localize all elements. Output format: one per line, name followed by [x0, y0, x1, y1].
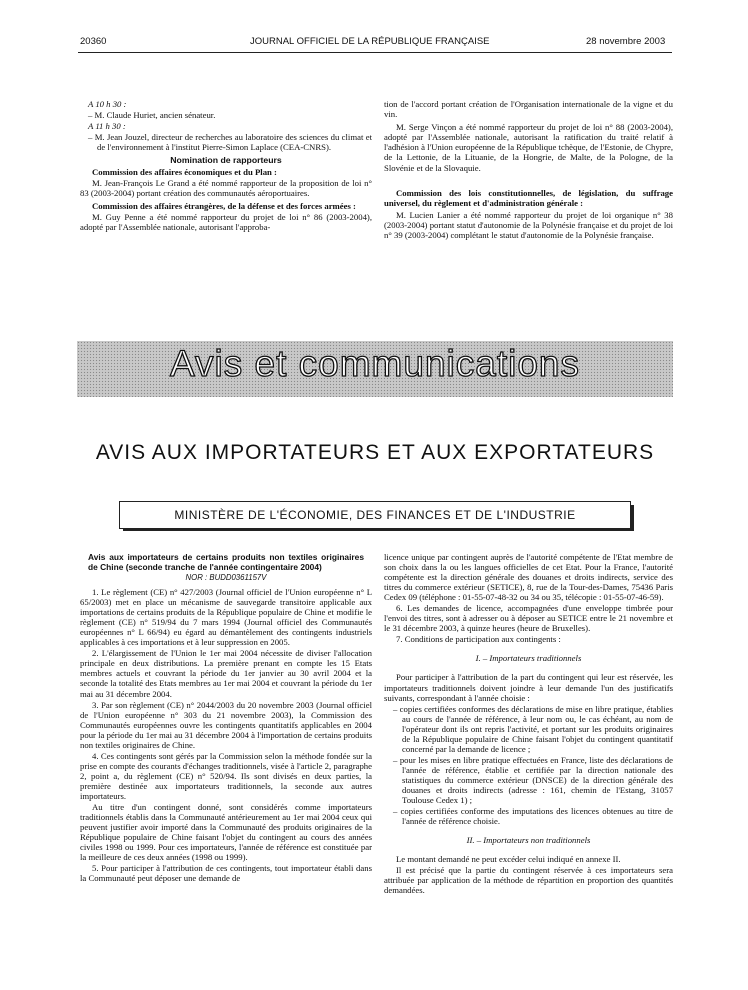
- ministry-box: [119, 501, 631, 529]
- paragraph: 7. Conditions de participation aux contingents :: [396, 634, 561, 645]
- nor-reference: NOR : BUDD0361157V: [185, 573, 267, 582]
- paragraph: M. Guy Penne a été nommé rapporteur du projet de loi n° 86 (2003-2004), adopté par l'Assemblée nationale, autorisant l'approba-: [80, 211, 372, 233]
- subheading: II. – Importateurs non traditionnels: [466, 835, 591, 846]
- subheading: I. – Importateurs traditionnels: [475, 653, 582, 664]
- paragraph: M. Lucien Lanier a été nommé rapporteur du projet de loi organique n° 38 (2003-2004) portant statut d'autonomie de la Polynésie française et du projet de loi n° 39 (2003-2004) complétant le statut d'autonomie de la Polynésie française.: [384, 209, 673, 241]
- paragraph: 4. Ces contingents sont gérés par la Commission selon la méthode fondée sur la prise en compte des courants d'échanges traditionnels, visée à l'article 2, paragraphe 2, point a, du règlement (CE) n° 520/94. Ils sont divisés en deux parties, la première destinée aux importateurs traditionnels, la seconde aux autres importateurs.: [80, 750, 372, 801]
- article-title: Avis aux importateurs de certains produits non textiles originaires de Chine (seconde tranche de l'année contingentaire 2004): [88, 552, 364, 572]
- paragraph: licence unique par contingent auprès de l'autorité compétente de l'Etat membre de son choix dans la ou les langues officielles de cet Etat. Pour la France, l'autorité compétente est la direction générale des douanes et droits indirects, service des titres du commerce extérieur (SETICE), 8, rue de la Tour-des-Dames, 75436 Paris Cedex 09 (téléphone : 01-55-07-48-32 ou 34 ou 35, télécopie : 01-55-07-46-59).: [384, 552, 673, 603]
- banner-title: Avis et communications: [170, 343, 580, 384]
- paragraph: M. Jean-François Le Grand a été nommé rapporteur de la proposition de loi n° 83 (2003-2004) portant création des communautés aéroportuaires.: [80, 177, 372, 198]
- paragraph: 2. L'élargissement de l'Union le 1er mai 2004 nécessite de diviser l'allocation principale en deux distributions. La première prenant en compte les 15 Etats membres actuels et couvrant la période du 1er janvier au 30 avril 2004 et la seconde la totalité des Etats membres au 1er mai 2004 et couvrant la période du 1er mai au 31 décembre 2004.: [80, 648, 372, 699]
- hearing-item: – M. Jean Jouzel, directeur de recherches au laboratoire des sciences du climat et de l'environnement à l'institut Pierre-Simon Laplace (CEA-CNRS).: [88, 132, 372, 153]
- list-item: – copies certifiées conformes des déclarations de mise en libre pratique, établies au cours de l'année de référence, à leur nom ou, le cas échéant, au nom de l'opérateur dont ils ont repris l'activité, et portant sur les produits originaires de la République populaire de Chine faisant l'objet du contingent quantitatif concerné par la demande de licence ;: [393, 703, 673, 754]
- paragraph: Il est précisé que la partie du contingent réservée à ces importateurs sera attribuée par application de la méthode de répartition en proportion des quantités demandées.: [384, 865, 673, 896]
- issue-date: 28 novembre 2003: [586, 36, 666, 47]
- commission-heading: Commission des affaires économiques et du Plan :: [92, 166, 277, 177]
- header-rule: [78, 52, 672, 53]
- article-left-column: [80, 552, 372, 884]
- top-right-column: [384, 99, 673, 241]
- section-heading: Nomination de rapporteurs: [170, 155, 282, 166]
- section-title: AVIS AUX IMPORTATEURS ET AUX EXPORTATEURS: [95, 441, 655, 464]
- article-right-column: [384, 552, 673, 896]
- paragraph: 1. Le règlement (CE) n° 427/2003 (Journal officiel de l'Union européenne n° L 65/2003) met en place un mécanisme de sauvegarde transitoire applicable aux importations de certains produits de la République populaire de Chine et modifie le règlement (CE) n° 519/94 du 7 mars 1994 (Journal officiel des Communautés européennes n° L 66/94) eu égard au démantèlement des contingents industriels applicables à ces importations et à leur suppression en 2005.: [80, 587, 372, 648]
- list-item: – pour les mises en libre pratique effectuées en France, liste des déclarations de l'année de référence, établie et certifiée par la direction nationale des statistiques du commerce extérieur (DNSCE) de la direction générale des douanes et droits indirects (adresse : 161, chemin de l'Estang, 31057 Toulouse Cedex 1) ;: [393, 754, 673, 806]
- hearing-item: – M. Claude Huriet, ancien sénateur.: [88, 110, 216, 121]
- section-banner: [77, 341, 673, 397]
- top-left-column: [80, 99, 372, 233]
- paragraph: Au titre d'un contingent donné, sont considérés comme importateurs traditionnels établis dans la Communauté antérieurement au 1er mai 2004 ceux qui peuvent justifier avoir importé dans la Communauté des produits originaires de la République populaire de Chine faisant l'objet du contingent au cours des années civiles 1998 ou 1999. Pour ces importateurs, l'année de référence est constituée par la meilleure de ces deux années (1998 ou 1999).: [80, 802, 372, 863]
- ministry-title: MINISTÈRE DE L'ÉCONOMIE, DES FINANCES ET DE L'INDUSTRIE: [174, 508, 576, 522]
- paragraph: 5. Pour participer à l'attribution de ces contingents, tout importateur établi dans la Communauté peut déposer une demande de: [80, 863, 372, 884]
- paragraph: Pour participer à l'attribution de la part du contingent qui leur est réservée, les importateurs traditionnels doivent joindre à leur demande l'un des justificatifs suivants, correspondant à l'année choisie :: [384, 672, 673, 703]
- paragraph: 3. Par son règlement (CE) n° 2044/2003 du 20 novembre 2003 (Journal officiel de l'Union européenne n° 303 du 21 novembre 2003), la Commission des Communautés européennes ouvre les contingents quantitatifs applicables en 2004 pour la période du 1er mai au 31 décembre 2004 à l'importation de certains produits non textiles originaires de Chine.: [80, 699, 372, 750]
- commission-heading: Commission des affaires étrangères, de la défense et des forces armées :: [92, 200, 356, 211]
- list-item: – copies certifiées conforme des imputations des licences obtenues au titre de l'année de référence choisie.: [393, 806, 673, 827]
- time-label: A 11 h 30 :: [88, 121, 126, 132]
- paragraph: M. Serge Vinçon a été nommé rapporteur du projet de loi n° 88 (2003-2004), adopté par l'Assemblée nationale, autorisant la ratification du traité relatif à l'adhésion à l'Union européenne de la République tchèque, de l'Estonie, de Chypre, de la Lettonie, de la Lituanie, de la Hongrie, de Malte, de la Pologne, de la Slovénie et de la Slovaquie.: [384, 122, 673, 173]
- commission-heading: Commission des lois constitutionnelles, de législation, du suffrage universel, du règlement et d'administration générale :: [384, 187, 673, 208]
- paragraph: 6. Les demandes de licence, accompagnées d'une enveloppe timbrée pour l'envoi des titres, sont à adresser ou à déposer au SETICE entre le 21 novembre et le 31 décembre 2003, à quinze heures (heure de Bruxelles).: [384, 603, 673, 634]
- page-number: 20360: [80, 36, 107, 47]
- time-label: A 10 h 30 :: [88, 99, 127, 109]
- journal-title: JOURNAL OFFICIEL DE LA RÉPUBLIQUE FRANÇAISE: [250, 36, 490, 47]
- paragraph: tion de l'accord portant création de l'Organisation internationale de la vigne et du vin.: [384, 99, 673, 120]
- paragraph: Le montant demandé ne peut excéder celui indiqué en annexe II.: [396, 854, 621, 865]
